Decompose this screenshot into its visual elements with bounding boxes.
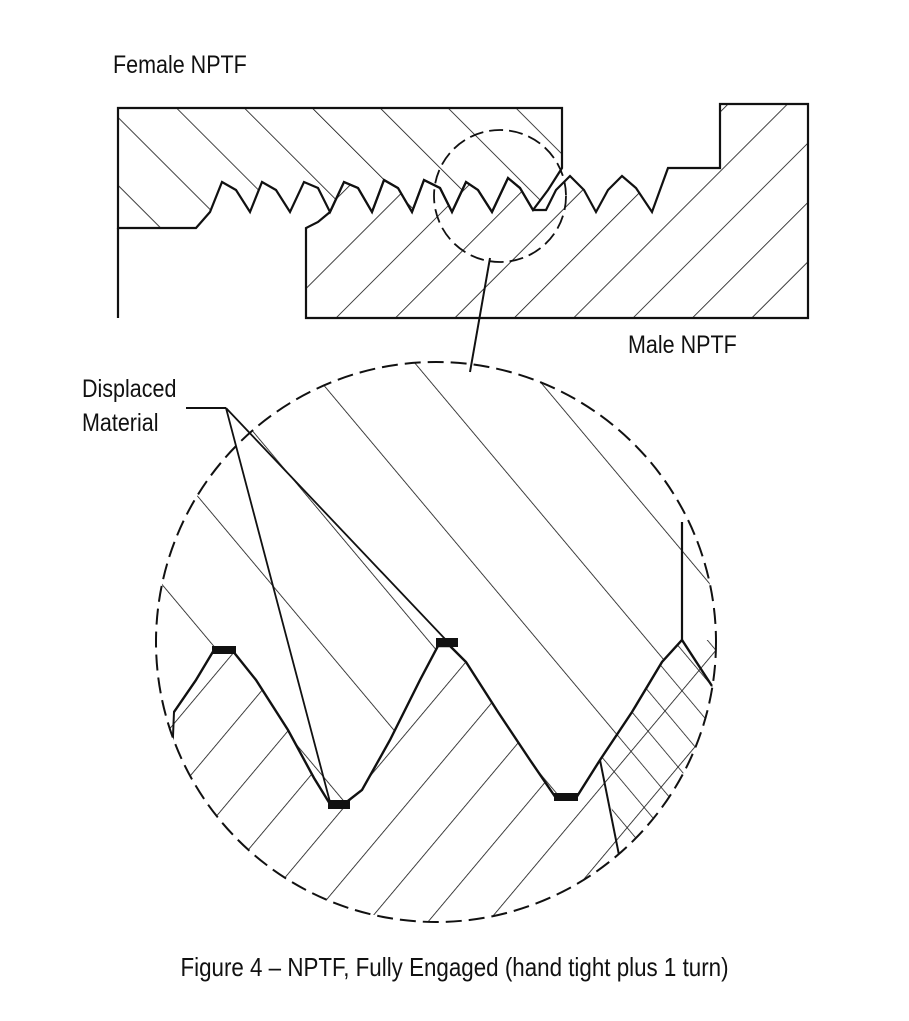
female-nptf-label: Female NPTF bbox=[113, 51, 247, 79]
zoom-detail bbox=[130, 360, 760, 960]
displaced-label-line1: Displaced bbox=[82, 375, 177, 403]
displaced-label-line2: Material bbox=[82, 409, 159, 437]
male-nptf-label: Male NPTF bbox=[628, 331, 737, 359]
figure-caption: Figure 4 – NPTF, Fully Engaged (hand tight plus 1 turn) bbox=[180, 952, 729, 982]
displaced-material-label bbox=[82, 372, 176, 440]
